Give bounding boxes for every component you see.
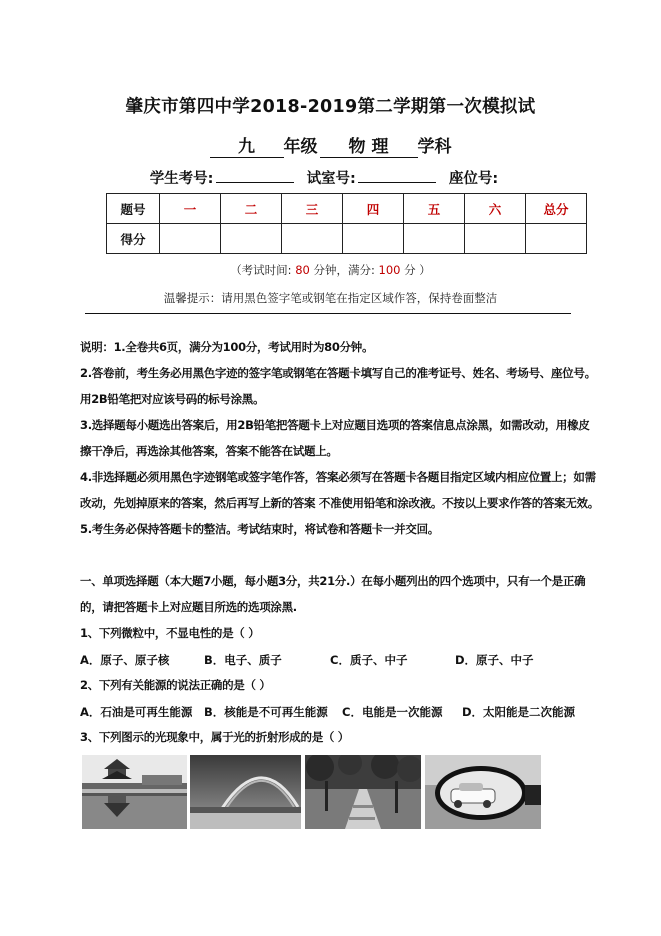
score-cell[interactable] [465,224,526,254]
column-header-total: 总分 [526,194,587,224]
exam-time-mid: 分钟，满分: [313,263,375,277]
instruction-line: 说明：1.全卷共6页，满分为100分，考试用时为80分钟。 [80,340,374,354]
column-header-6: 六 [465,194,526,224]
car-side-mirror-photo [425,755,541,829]
column-header-5: 五 [404,194,465,224]
score-table-header-row [107,194,587,224]
room-no-label: 试室号: [306,171,356,187]
column-header-3: 三 [282,194,343,224]
table-header-cell: 题号 [107,194,160,224]
subject-label: 学科 [417,137,452,157]
instruction-line: 5.考生务必保持答题卡的整洁。考试结束时，将试卷和答题卡一并交回。 [80,522,439,536]
student-no-label: 学生考号: [149,171,214,187]
exam-minutes: 80 [295,263,310,277]
option-b[interactable]: B．核能是不可再生能源 [204,705,328,719]
section-heading-cont: 的，请把答题卡上对应题目所选的选项涂黑. [80,600,297,614]
score-label-cell: 得分 [107,224,160,254]
exam-time-suffix: 分 ） [404,263,431,277]
question-3-stem: 3、下列图示的光现象中，属于光的折射形成的是（ ） [80,730,350,744]
instruction-line: 擦干净后，再选涂其他答案，答案不能答在试题上。 [80,444,338,458]
exam-time-line [0,262,661,278]
option-d[interactable]: D．太阳能是二次能源 [462,705,576,719]
seat-no-label: 座位号: [448,171,499,187]
divider [85,313,571,314]
instruction-line: 3.选择题每小题选出答案后，用2B铅笔把答题卡上对应题目选项的答案信息点涂黑，如需改动，用橡皮 [80,418,590,432]
option-c[interactable]: C．质子、中子 [330,653,408,667]
student-info-line [0,167,661,188]
option-a[interactable]: A．原子、原子核 [80,653,170,667]
score-table-score-row [107,224,587,254]
hint-line: 温馨提示：请用黑色签字笔或钢笔在指定区域作答，保持卷面整洁 [163,291,498,305]
section-heading: 一、单项选择题（本大题7小题，每小题3分，共21分.）在每小题列出的四个选项中，只有一个是正确 [80,574,586,588]
instruction-line: 改动，先划掉原来的答案，然后再写上新的答案 不准使用铅笔和涂改液。不按以上要求作答的答案无效。 [80,496,599,510]
score-table [106,193,587,254]
student-no-field[interactable] [216,170,294,183]
option-b[interactable]: B．电子、质子 [204,653,282,667]
score-cell[interactable] [343,224,404,254]
instruction-line: 4.非选择题必须用黑色字迹钢笔或签字笔作答，答案必须写在答题卡各题目指定区域内相应位置上；如需 [80,470,596,484]
exam-time-prefix: （考试时间: [230,263,292,277]
option-a[interactable]: A．石油是可再生能源 [80,705,193,719]
rainbow-photo [190,755,301,829]
full-score: 100 [378,263,401,277]
column-header-1: 一 [160,194,221,224]
question-2-stem: 2、下列有关能源的说法正确的是（ ） [80,678,271,692]
grade-subject-line [0,132,661,158]
exam-title: 肇庆市第四中学2018-2019第二学期第一次模拟试 [125,97,536,117]
column-header-2: 二 [221,194,282,224]
instruction-line: 2.答卷前，考生务必用黑色字迹的签字笔或钢笔在答题卡填写自己的准考证号、姓名、考场号、座位号。 [80,366,596,380]
grade-label: 年级 [283,137,318,157]
option-c[interactable]: C．电能是一次能源 [342,705,443,719]
room-no-field[interactable] [358,170,436,183]
subject-value: 物 理 [320,132,418,158]
question-1-stem: 1、下列微粒中，不显电性的是（ ） [80,626,260,640]
score-cell[interactable] [221,224,282,254]
column-header-4: 四 [343,194,404,224]
pavilion-reflection-photo [82,755,187,829]
grade-value: 九 [210,132,284,158]
score-cell[interactable] [526,224,587,254]
tree-shadow-road-photo [305,755,421,829]
score-cell[interactable] [282,224,343,254]
score-cell[interactable] [160,224,221,254]
score-cell[interactable] [404,224,465,254]
instruction-line: 用2B铅笔把对应该号码的标号涂黑。 [80,392,265,406]
option-d[interactable]: D．原子、中子 [455,653,534,667]
